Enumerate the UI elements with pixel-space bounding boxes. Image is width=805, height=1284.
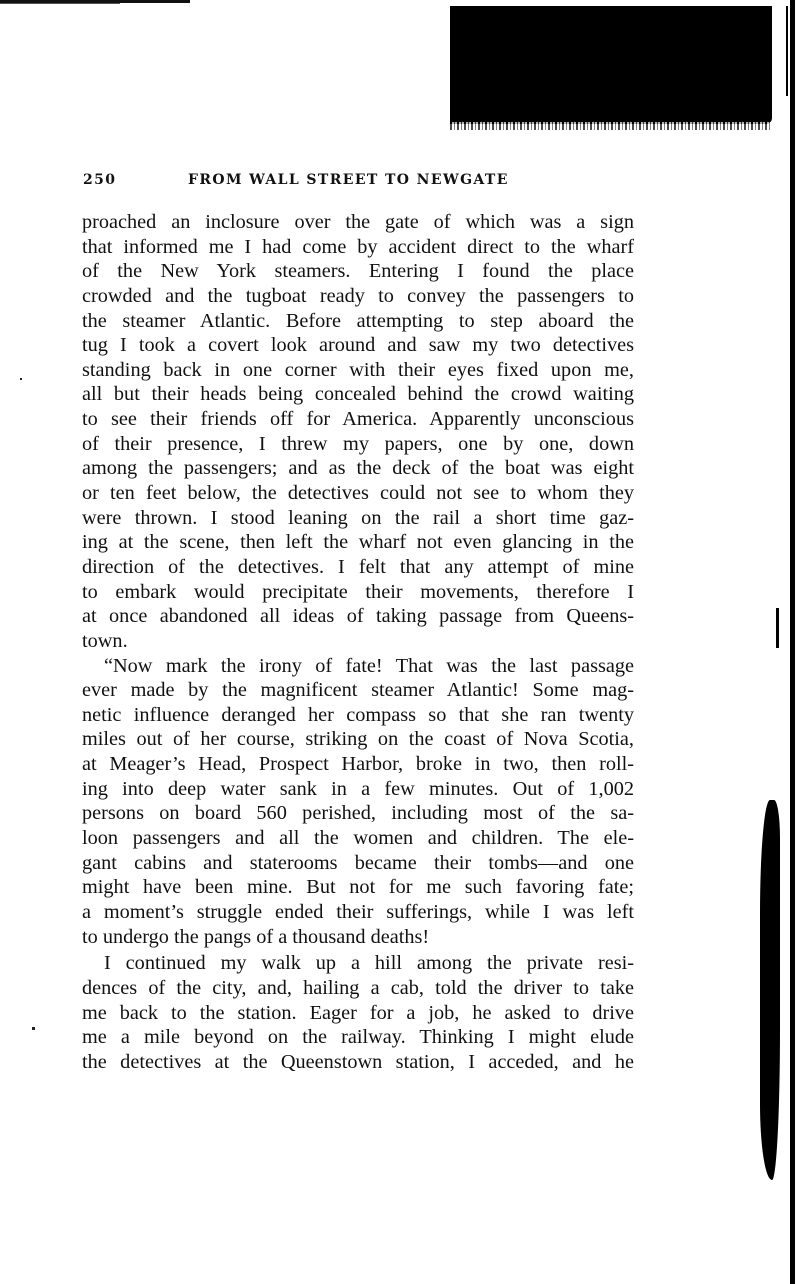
text-line: me back to the station. Eager for a job, he asked to drive [82, 1001, 634, 1024]
paragraph-1 [82, 210, 634, 654]
text-line: standing back in one corner with their eyes fixed upon me, [82, 358, 634, 381]
paragraph-3 [82, 951, 634, 1074]
scan-edge-mark [776, 608, 779, 648]
text-line: all but their heads being concealed behind the crowd waiting [82, 383, 634, 406]
scan-page-edge [790, 0, 795, 1284]
text-line: miles out of her course, striking on the coast of Nova Scotia, [82, 728, 634, 751]
text-line: netic influence deranged her compass so that she ran twenty [82, 703, 634, 726]
text-line: were thrown. I stood leaning on the rail a short time gaz- [82, 506, 634, 529]
text-line: to embark would precipitate their movements, therefore I [82, 580, 634, 603]
text-line: the detectives at the Queenstown station, I acceded, and he [82, 1050, 634, 1073]
scan-speck [20, 378, 22, 380]
scan-top-rule-thin [0, 3, 120, 4]
text-line: loon passengers and all the women and children. The ele- [82, 827, 634, 850]
text-line: the steamer Atlantic. Before attempting to step aboard the [82, 309, 634, 332]
text-line: proached an inclosure over the gate of which was a sign [82, 211, 634, 233]
paragraph-2 [82, 654, 634, 950]
text-line: might have been mine. But not for me such favoring fate; [82, 876, 634, 899]
text-line: a moment’s struggle ended their sufferings, while I was left [82, 900, 634, 923]
text-line: gant cabins and staterooms became their tombs—and one [82, 851, 634, 874]
text-line: town. [82, 629, 128, 652]
text-line: of their presence, I threw my papers, one by one, down [82, 432, 634, 455]
text-line: “Now mark the irony of fate! That was the last passage [104, 654, 634, 677]
text-line: or ten feet below, the detectives could not see to whom they [82, 482, 634, 505]
text-line: ing into deep water sank in a few minutes. Out of 1,002 [82, 777, 634, 800]
text-line: to undergo the pangs of a thousand deaths! [82, 925, 430, 948]
text-line: dences of the city, and, hailing a cab, told the driver to take [82, 976, 634, 999]
text-line: crowded and the tugboat ready to convey the passengers to [82, 284, 634, 307]
text-line: I continued my walk up a hill among the private resi- [104, 952, 634, 975]
text-line: at once abandoned all ideas of taking passage from Queens- [82, 605, 634, 628]
text-line: direction of the detectives. I felt that any attempt of mine [82, 555, 634, 578]
text-line: ing at the scene, then left the wharf not even glancing in the [82, 531, 634, 554]
running-title: FROM WALL STREET TO NEWGATE [188, 172, 509, 188]
text-line: at Meager’s Head, Prospect Harbor, broke in two, then roll- [82, 753, 634, 776]
scan-edge-line-inner [786, 6, 788, 96]
scan-speck [32, 1027, 35, 1030]
body-text [82, 210, 634, 1074]
text-line: persons on board 560 perished, including most of the sa- [82, 802, 634, 825]
text-line: tug I took a covert look around and saw my two detectives [82, 334, 634, 357]
text-line: that informed me I had come by accident direct to the wharf [82, 235, 634, 258]
text-line: among the passengers; and as the deck of the boat was eight [82, 457, 634, 480]
page-number: 250 [83, 172, 117, 188]
text-line: to see their friends off for America. Apparently unconscious [82, 408, 634, 431]
scan-edge-shadow [760, 800, 780, 1180]
scan-artifact-blot [450, 6, 772, 124]
text-line: of the New York steamers. Entering I found the place [82, 260, 634, 283]
text-line: me a mile beyond on the railway. Thinking I might elude [82, 1026, 634, 1049]
running-head [83, 172, 643, 196]
text-line: ever made by the magnificent steamer Atlantic! Some mag- [82, 679, 634, 702]
